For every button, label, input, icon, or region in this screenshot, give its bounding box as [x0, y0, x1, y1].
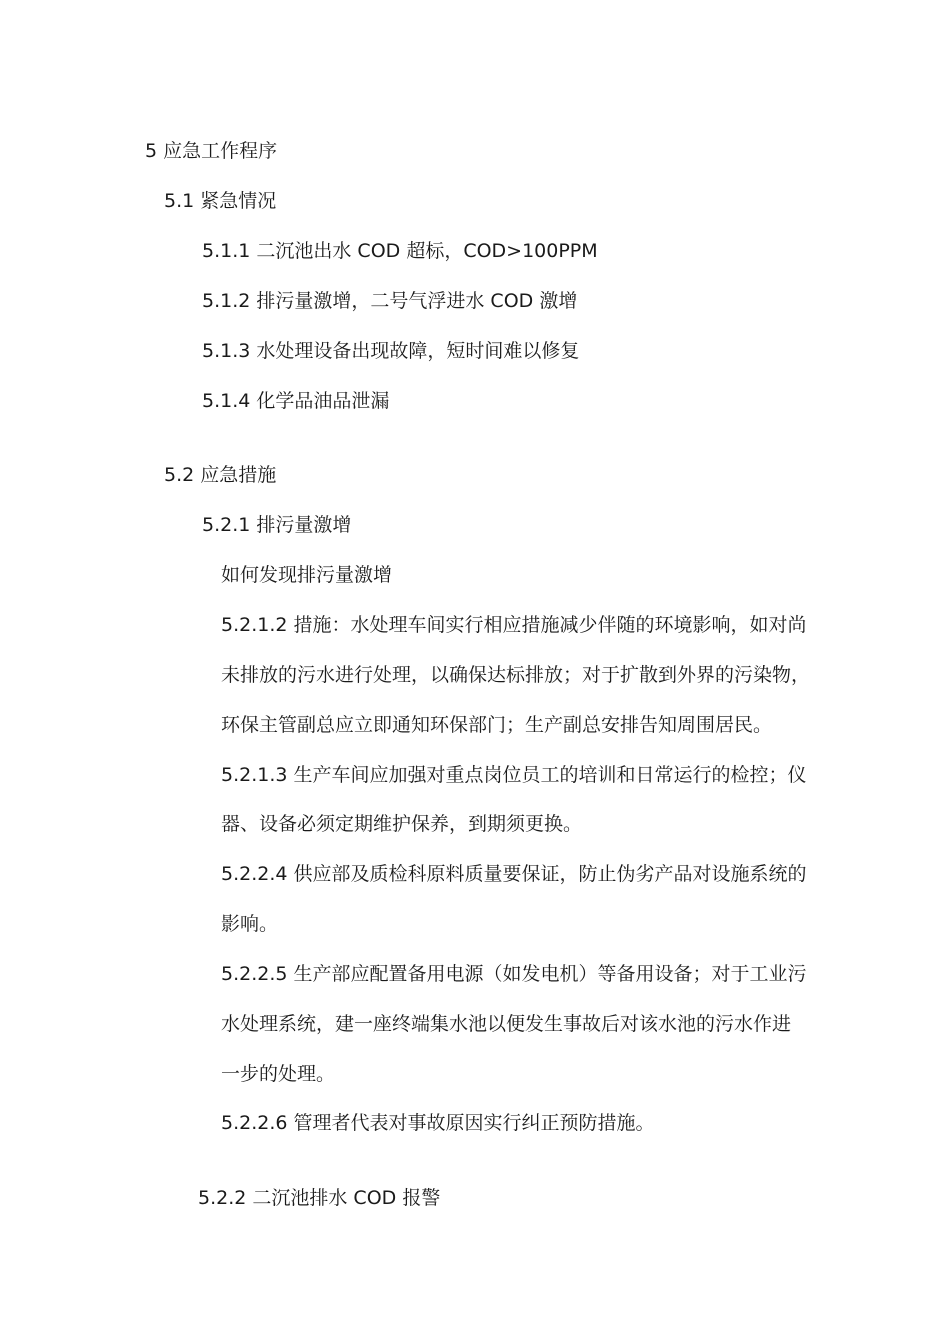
paragraph-line: 器、设备必须定期维护保养，到期须更换。	[221, 813, 583, 835]
item-heading: 5.2.2 二沉池排水 COD 报警	[198, 1187, 441, 1209]
paragraph-line: 环保主管副总应立即通知环保部门；生产副总安排告知周围居民。	[221, 714, 773, 736]
paragraph-line: 如何发现排污量激增	[221, 564, 393, 586]
list-item: 5.1.2 排污量激增，二号气浮进水 COD 激增	[202, 290, 578, 312]
list-item: 5.1.4 化学品油品泄漏	[202, 390, 390, 412]
paragraph-line: 5.2.2.4 供应部及质检科原料质量要保证，防止伪劣产品对设施系统的	[221, 863, 807, 885]
section-heading: 5 应急工作程序	[145, 140, 278, 162]
paragraph-line: 5.2.1.2 措施：水处理车间实行相应措施减少伴随的环境影响，如对尚	[221, 614, 807, 636]
item-heading: 5.2.1 排污量激增	[202, 514, 352, 536]
paragraph-line: 5.2.2.6 管理者代表对事故原因实行纠正预防措施。	[221, 1112, 655, 1134]
list-item: 5.1.1 二沉池出水 COD 超标，COD>100PPM	[202, 240, 598, 262]
paragraph-line: 未排放的污水进行处理，以确保达标排放；对于扩散到外界的污染物，	[221, 664, 811, 686]
paragraph-line: 5.2.2.5 生产部应配置备用电源（如发电机）等备用设备；对于工业污	[221, 963, 807, 985]
paragraph-line: 水处理系统，建一座终端集水池以便发生事故后对该水池的污水作进	[221, 1013, 792, 1035]
subsection-heading: 5.2 应急措施	[164, 464, 277, 486]
subsection-heading: 5.1 紧急情况	[164, 190, 277, 212]
paragraph-line: 5.2.1.3 生产车间应加强对重点岗位员工的培训和日常运行的检控；仪	[221, 764, 807, 786]
paragraph-line: 影响。	[221, 913, 279, 935]
paragraph-line: 一步的处理。	[221, 1063, 336, 1085]
list-item: 5.1.3 水处理设备出现故障，短时间难以修复	[202, 340, 580, 362]
